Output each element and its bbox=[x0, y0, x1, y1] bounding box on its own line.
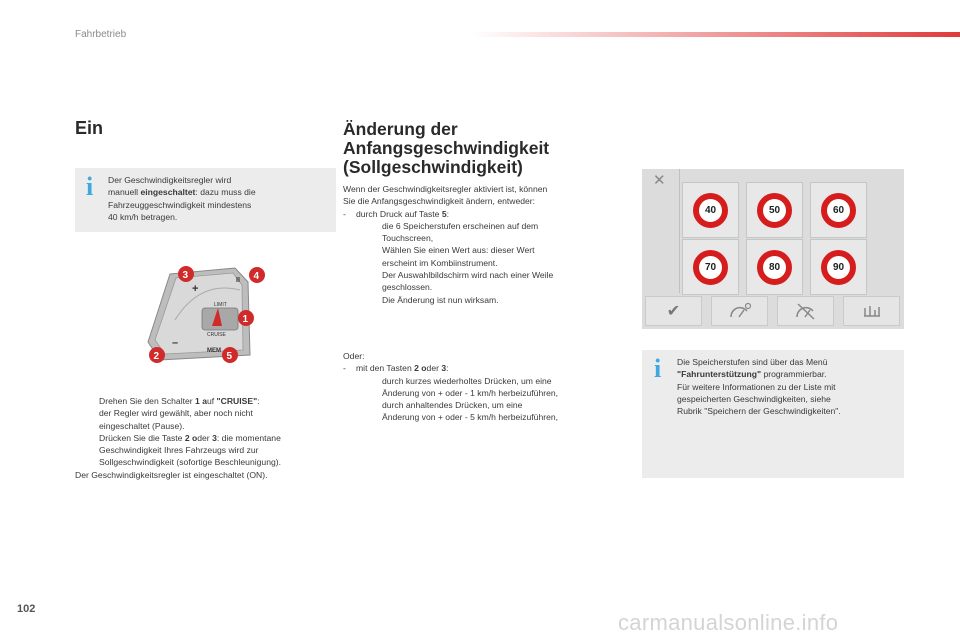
gauge-settings-icon bbox=[728, 302, 752, 320]
speed-cell-50[interactable] bbox=[746, 182, 803, 238]
info-box-right bbox=[642, 350, 904, 478]
gauge-off-tile[interactable] bbox=[777, 296, 834, 326]
touchscreen-speed-memory bbox=[642, 169, 904, 329]
gauge-off-icon bbox=[794, 302, 818, 320]
speed-sign-60: 60 bbox=[821, 193, 856, 228]
heading-ein: Ein bbox=[75, 118, 104, 138]
speed-cell-60[interactable] bbox=[810, 182, 867, 238]
divider-left bbox=[679, 169, 680, 293]
info-text-right: Die Speicherstufen sind über das Menü "Fahrunterstützung" programmierbar. Für weitere Informationen zu der Liste mit gespeicherten Geschwindigkeiten, siehe Rubrik "Speichern der Geschwindigkeiten". bbox=[677, 357, 841, 417]
speed-cell-40[interactable] bbox=[682, 182, 739, 238]
info-icon: i bbox=[654, 354, 662, 383]
callout-3: 3 bbox=[182, 270, 189, 281]
speed-sign-80: 80 bbox=[757, 250, 792, 285]
callout-5: 5 bbox=[226, 351, 233, 362]
page-number: 102 bbox=[17, 603, 36, 615]
callout-2: 2 bbox=[153, 351, 160, 362]
gauge-settings-tile[interactable] bbox=[711, 296, 768, 326]
traction-tile[interactable] bbox=[843, 296, 900, 326]
svg-text:II: II bbox=[236, 277, 240, 284]
speed-sign-70: 70 bbox=[693, 250, 728, 285]
speed-sign-50: 50 bbox=[757, 193, 792, 228]
check-tile[interactable] bbox=[645, 296, 702, 326]
callout-1: 1 bbox=[242, 314, 249, 325]
header-rule bbox=[470, 32, 960, 37]
svg-text:+: + bbox=[192, 283, 199, 295]
speed-cell-90[interactable] bbox=[810, 239, 867, 295]
callout-4: 4 bbox=[253, 271, 260, 282]
check-icon: ✔ bbox=[666, 303, 681, 320]
speed-cell-70[interactable] bbox=[682, 239, 739, 295]
label-mem: MEM bbox=[207, 348, 221, 354]
steering-control-illustration bbox=[140, 260, 275, 370]
dash-bullet: - bbox=[343, 208, 346, 219]
middle-body-b: Oder: - mit den Tasten 2 oder 3: durch kurzes wiederholtes Drücken, um eine Änderung von + oder - 1 km/h herbeizuführen, durch anhaltendes Drücken, um eine Änderung von + oder - 5 km/h herbeizuführen, bbox=[343, 351, 559, 423]
info-icon: i bbox=[86, 172, 94, 201]
speed-cell-80[interactable] bbox=[746, 239, 803, 295]
dash-bullet: - bbox=[343, 363, 346, 374]
close-icon[interactable]: ✕ bbox=[653, 172, 666, 189]
label-cruise: CRUISE bbox=[207, 332, 226, 338]
speed-sign-40: 40 bbox=[693, 193, 728, 228]
watermark: carmanualsonline.info bbox=[618, 610, 839, 635]
label-limit: LIMIT bbox=[214, 302, 227, 308]
info-box-left bbox=[75, 168, 336, 232]
info-text-left: Der Geschwindigkeitsregler wird manuell eingeschaltet: dazu muss die Fahrzeuggeschwindigkeit mindestens 40 km/h betragen. bbox=[108, 175, 256, 222]
svg-text:–: – bbox=[172, 337, 179, 349]
section-title: Fahrbetrieb bbox=[75, 29, 127, 40]
traction-icon bbox=[861, 302, 883, 320]
middle-body-a: Wenn der Geschwindigkeitsregler aktiviert ist, können Sie die Anfangsgeschwindigkeit ändern, entweder: - durch Druck auf Taste 5: die 6 Speicherstufen erscheinen auf dem Touchscreen, Wählen Sie einen Wert aus: dieser Wert erscheint im Kombiinstrument. Der Auswahlbildschirm wird nach einer Weile geschlossen. Die Änderung ist nun wirksam. bbox=[343, 184, 554, 305]
speed-sign-90: 90 bbox=[821, 250, 856, 285]
steps-left: Drehen Sie den Schalter 1 auf "CRUISE": der Regler wird gewählt, aber noch nicht eingeschaltet (Pause). Drücken Sie die Taste 2 oder 3: die momentane Geschwindigkeit Ihres Fahrzeugs wird zur Sollgeschwindigkeit (sofortige Beschleunigung). Der Geschwindigkeitsregler ist eingeschaltet (ON). bbox=[75, 396, 282, 480]
heading-aenderung: Änderung der Anfangsgeschwindigkeit (Sollgeschwindigkeit) bbox=[343, 119, 550, 177]
